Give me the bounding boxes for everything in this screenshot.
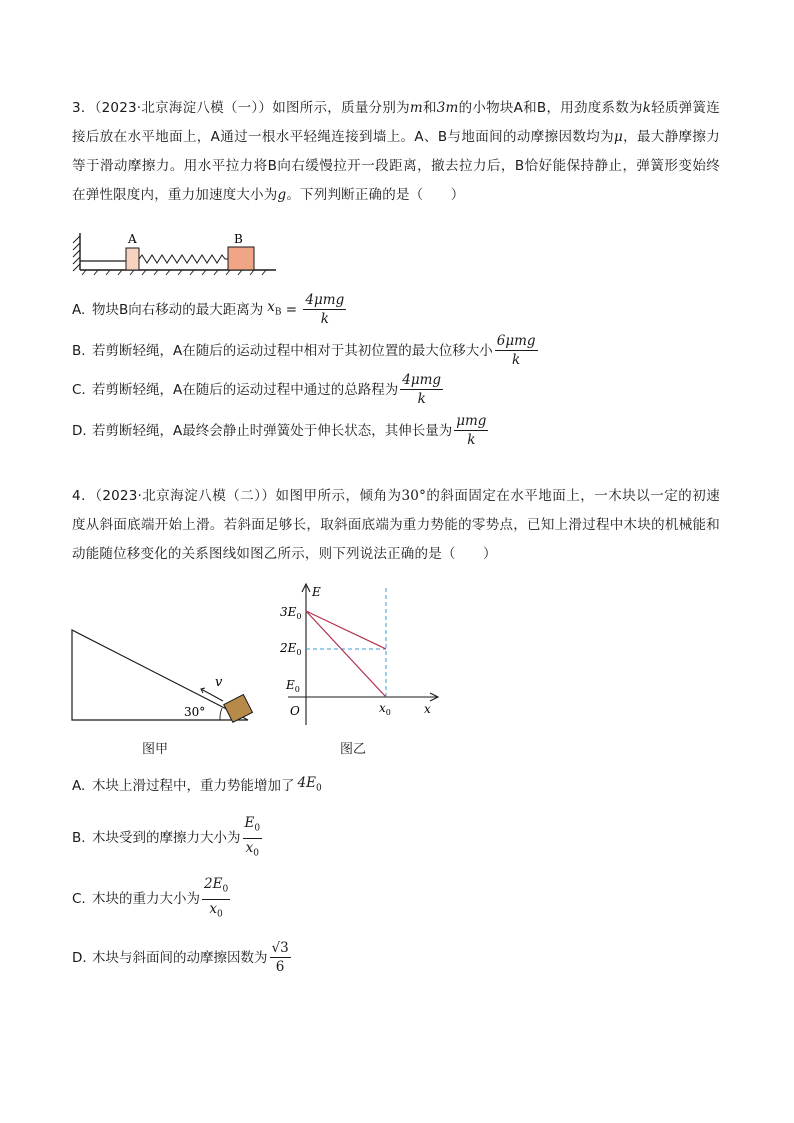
ground-hatch — [82, 270, 266, 275]
question-number: 4． — [72, 488, 96, 504]
y-tick-e0: $E_0$ — [286, 678, 300, 694]
q3-option-d[interactable]: D. 若剪断轻绳，A最终会静止时弹簧处于伸长状态，其伸长量为 $\frac{\text{μmg}}{k}$ — [72, 413, 487, 448]
fraction: $\frac{\text{6μmg}}{k}$ — [496, 333, 536, 368]
mechanical-energy-line — [306, 611, 386, 649]
wooden-block — [224, 695, 253, 723]
q3-option-a[interactable]: A. 物块B向右移动的最大距离为 $x_B$ = $\frac{\text{4μmg}}{k}$ — [72, 292, 345, 327]
fraction: $\frac{\text{4μmg}}{k}$ — [305, 292, 345, 327]
question-number: 3． — [72, 100, 95, 116]
y-axis-label: E — [312, 585, 321, 599]
block-a — [126, 248, 139, 270]
incline-figure — [66, 622, 256, 726]
fraction: $\frac{E_0}{x_0}$ — [244, 815, 261, 859]
block-b — [228, 247, 254, 270]
angle-label: 30° — [184, 705, 206, 719]
x-tick-x0: $x_0$ — [379, 701, 391, 717]
label-b: B — [234, 232, 243, 246]
kinetic-energy-line — [306, 611, 386, 697]
question-source: （2023·北京海淀八模（二）） — [95, 488, 276, 504]
spring — [139, 255, 228, 263]
angle-arc — [220, 708, 222, 720]
wall-hatch — [73, 236, 80, 271]
caption-yi: 图乙 — [340, 742, 367, 757]
question-source: （2023·北京海淀八模（一）） — [94, 100, 273, 116]
label-a: A — [128, 232, 137, 246]
y-tick-2e0: $2E_0$ — [280, 641, 302, 657]
velocity-label: v — [215, 675, 223, 690]
q3-option-b[interactable]: B. 若剪断轻绳，A在随后的运动过程中相对于其初位置的最大位移大小 $\frac{\text{6μmg}}{k}$ — [72, 333, 536, 368]
question-4-stem: 4．（2023·北京海淀八模（二））如图甲所示，倾角为30°的斜面固定在水平地面上，一木块以一定的初速度从斜面底端开始上滑。若斜面足够长，取斜面底端为重力势能的零势点，已知上滑过程中木块的机械能和动能随位移变化的关系图线如图乙所示，则下列说法正确的是（ ） — [72, 488, 720, 562]
origin-label: O — [290, 704, 300, 718]
y-tick-3e0: $3E_0$ — [280, 605, 302, 621]
caption-jia: 图甲 — [142, 742, 169, 757]
fraction: $\frac{\text{μmg}}{k}$ — [456, 413, 487, 448]
q4-option-c[interactable]: C. 木块的重力大小为 $\frac{2E_0}{x_0}$ — [72, 876, 232, 922]
velocity-arrow — [201, 689, 223, 701]
q4-option-b[interactable]: B. 木块受到的摩擦力大小为 $\frac{E_0}{x_0}$ — [72, 815, 264, 861]
energy-graph — [278, 580, 448, 730]
question-3-stem: 3．（2023·北京海淀八模（一））如图所示，质量分别为m和3m的小物块A和B，用劲度系数为k轻质弹簧连接后放在水平地面上，A通过一根水平轻绳连接到墙上。A、B与地面间的动摩擦因数均为μ，最大静摩擦力等于滑动摩擦力。用水平拉力将B向右缓慢拉开一段距离，撤去拉力后，B恰好能保持静止，弹簧形变始终在弹性限度内，重力加速度大小为g。下列判断正确的是（ ） — [72, 100, 721, 203]
q4-option-a[interactable]: A. 木块上滑过程中，重力势能增加了 $4E_0$ — [72, 775, 322, 794]
fraction: $\frac{√3}{6}$ — [271, 940, 289, 975]
spring-block-figure — [68, 228, 283, 276]
x-axis-label: x — [424, 702, 431, 716]
fraction: $\frac{2E_0}{x_0}$ — [204, 876, 229, 920]
q4-option-d[interactable]: D. 木块与斜面间的动摩擦因数为 $\frac{√3}{6}$ — [72, 940, 289, 975]
q3-option-c[interactable]: C. 若剪断轻绳，A在随后的运动过程中通过的总路程为 $\frac{\text{4μmg}}{k}$ — [72, 372, 442, 407]
fraction: $\frac{\text{4μmg}}{k}$ — [402, 372, 442, 407]
